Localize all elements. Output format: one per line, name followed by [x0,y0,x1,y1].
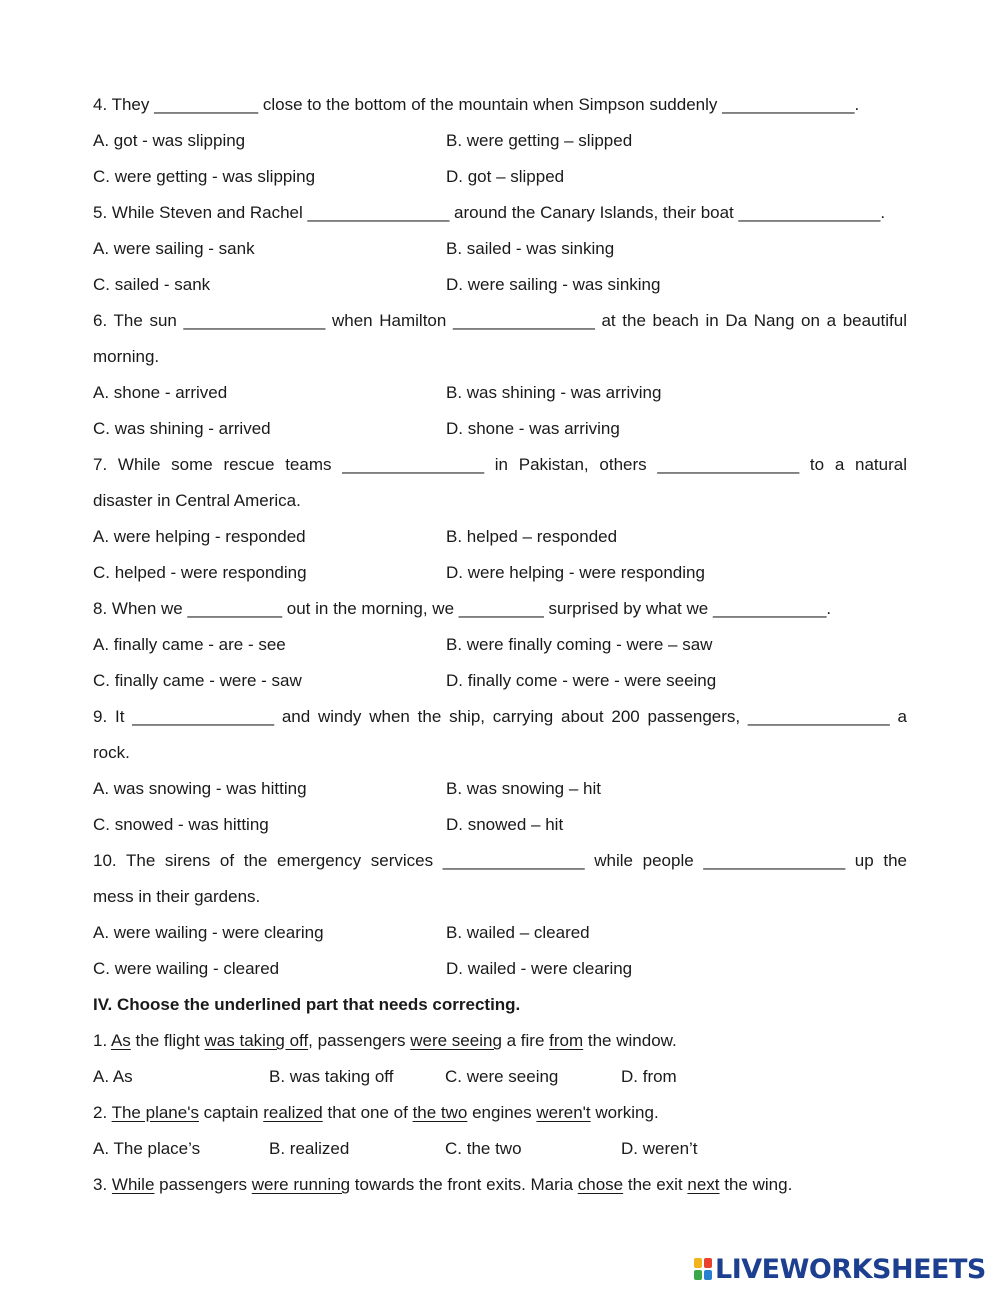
error-question-2-option-b[interactable]: B. realized [269,1139,350,1158]
error-question-2-stem [93,1095,907,1131]
question-9-option-a[interactable]: A. was snowing - was hitting [93,779,307,798]
question-10-options-row-2 [93,951,907,987]
question-7-stem-line-1: 7. While some rescue teams _______________ in Pakistan, others _______________ to a natural [93,455,907,474]
error-question-3-text-2: towards the front exits. Maria [350,1175,578,1194]
error-question-2-number: 2. [93,1103,112,1122]
question-5-options-row-1 [93,231,907,267]
question-9-stem-line-1: 9. It _______________ and windy when the ship, carrying about 200 passengers, _______________ a [93,707,907,726]
question-10-stem-line-2: mess in their gardens. [93,887,261,906]
question-10-stem-line-1: 10. The sirens of the emergency services _______________ while people _______________ up the [93,851,907,870]
error-question-2-text-1: captain [198,1103,264,1122]
worksheet-page [93,87,907,1203]
error-question-1-option-c[interactable]: C. were seeing [445,1067,559,1086]
logo-square-2 [704,1258,712,1268]
question-9-option-c[interactable]: C. snowed - was hitting [93,815,269,834]
error-question-3-part-b: were running [251,1175,351,1194]
question-8-options-row-1 [93,627,907,663]
question-6-options-row-1 [93,375,907,411]
question-4-options-row-1 [93,123,907,159]
question-5-option-b[interactable]: B. sailed - was sinking [446,239,615,258]
question-6-option-d[interactable]: D. shone - was arriving [446,419,620,438]
error-question-2-option-a[interactable]: A. The place’s [93,1139,201,1158]
question-9-options-row-1 [93,771,907,807]
question-6-option-c[interactable]: C. was shining - arrived [93,419,271,438]
error-question-2-text-3: engines [467,1103,537,1122]
liveworksheets-logo-icon [693,1257,713,1281]
question-9-stem-line-2: rock. [93,743,130,762]
question-4-options-row-2 [93,159,907,195]
error-question-2-options [93,1131,907,1167]
liveworksheets-logo-text: LIVEWORKSHEETS [715,1253,986,1285]
question-9-option-b[interactable]: B. was snowing – hit [446,779,601,798]
question-7-options-row-2 [93,555,907,591]
error-question-1-text-3: a fire [501,1031,550,1050]
error-question-1-stem [93,1023,907,1059]
error-question-3-part-a: While [111,1175,155,1194]
question-4-stem: 4. They ___________ close to the bottom of the mountain when Simpson suddenly ______________. [93,95,860,114]
question-6-stem-line-1: 6. The sun _______________ when Hamilton _______________ at the beach in Da Nang on a beautiful [93,311,907,330]
question-8-option-c[interactable]: C. finally came - were - saw [93,671,302,690]
error-question-1-text-4: the window. [583,1031,677,1050]
question-4-option-d[interactable]: D. got – slipped [446,167,565,186]
error-question-3-text-1: passengers [154,1175,252,1194]
question-7-option-c[interactable]: C. helped - were responding [93,563,307,582]
question-6-option-a[interactable]: A. shone - arrived [93,383,228,402]
question-8-option-b[interactable]: B. were finally coming - were – saw [446,635,713,654]
error-question-1-text-1: the flight [130,1031,205,1050]
error-question-1-part-b: was taking off [204,1031,309,1050]
error-question-1-part-c: were seeing [410,1031,502,1050]
error-question-2-part-d: weren't [536,1103,591,1122]
section-4-heading: IV. Choose the underlined part that needs correcting. [93,995,521,1014]
error-question-2-part-c: the two [412,1103,468,1122]
question-10-option-c[interactable]: C. were wailing - cleared [93,959,280,978]
error-question-2-text-4: working. [590,1103,659,1122]
error-question-3-number: 3. [93,1175,112,1194]
question-6-options-row-2 [93,411,907,447]
error-question-1-part-d: from [549,1031,584,1050]
error-question-2-part-a: The plane's [111,1103,199,1122]
question-7-option-b[interactable]: B. helped – responded [446,527,618,546]
question-7-stem-line-2: disaster in Central America. [93,491,301,510]
logo-square-3 [694,1270,702,1280]
question-8-option-d[interactable]: D. finally come - were - were seeing [446,671,717,690]
question-8-stem: 8. When we __________ out in the morning, we _________ surprised by what we ____________. [93,599,832,618]
error-question-1-text-2: , passengers [308,1031,411,1050]
error-question-1-options [93,1059,907,1095]
question-5-options-row-2 [93,267,907,303]
error-question-1-part-a: As [110,1031,131,1050]
question-10-options-row-1 [93,915,907,951]
error-question-2-option-c[interactable]: C. the two [445,1139,522,1158]
liveworksheets-logo [693,1254,986,1284]
question-7-options-row-1 [93,519,907,555]
logo-square-4 [704,1270,712,1280]
error-question-1-number: 1. [93,1031,111,1050]
question-10-option-b[interactable]: B. wailed – cleared [446,923,590,942]
question-8-option-a[interactable]: A. finally came - are - see [93,635,286,654]
question-4-option-b[interactable]: B. were getting – slipped [446,131,633,150]
error-question-2-text-2: that one of [322,1103,413,1122]
error-question-3-part-c: chose [577,1175,624,1194]
question-4-option-c[interactable]: C. were getting - was slipping [93,167,316,186]
question-5-stem: 5. While Steven and Rachel _______________ around the Canary Islands, their boat _______________. [93,203,886,222]
logo-square-1 [694,1258,702,1268]
question-7-option-d[interactable]: D. were helping - were responding [446,563,705,582]
error-question-3-text-4: the wing. [719,1175,793,1194]
question-9-option-d[interactable]: D. snowed – hit [446,815,564,834]
question-5-option-d[interactable]: D. were sailing - was sinking [446,275,661,294]
question-10-option-d[interactable]: D. wailed - were clearing [446,959,633,978]
error-question-2-option-d[interactable]: D. weren’t [621,1139,698,1158]
question-10-option-a[interactable]: A. were wailing - were clearing [93,923,324,942]
error-question-3-part-d: next [687,1175,720,1194]
question-4-option-a[interactable]: A. got - was slipping [93,131,246,150]
error-question-1-option-d[interactable]: D. from [621,1067,677,1086]
error-question-3-text-3: the exit [623,1175,688,1194]
error-question-2-part-b: realized [263,1103,323,1122]
question-8-options-row-2 [93,663,907,699]
error-question-1-option-b[interactable]: B. was taking off [269,1067,394,1086]
error-question-1-option-a[interactable]: A. As [93,1067,133,1086]
question-6-option-b[interactable]: B. was shining - was arriving [446,383,662,402]
question-5-option-a[interactable]: A. were sailing - sank [93,239,255,258]
question-7-option-a[interactable]: A. were helping - responded [93,527,306,546]
question-9-options-row-2 [93,807,907,843]
question-6-stem-line-2: morning. [93,347,160,366]
question-5-option-c[interactable]: C. sailed - sank [93,275,211,294]
error-question-3-stem [93,1167,907,1203]
